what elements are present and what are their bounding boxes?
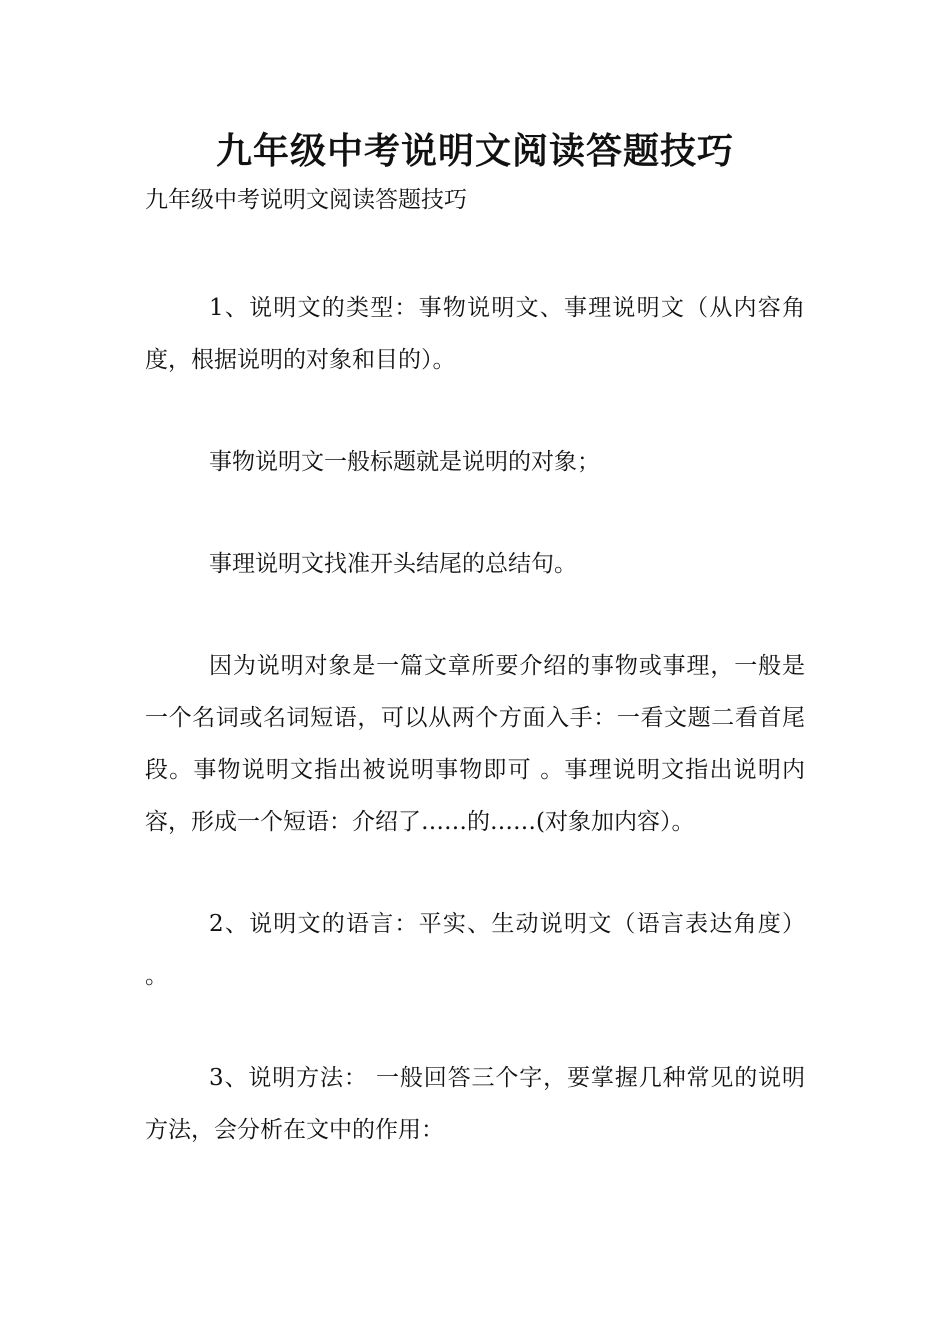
document-page bbox=[145, 128, 805, 1206]
paragraph-methods: 3、说明方法： 一般回答三个字，要掌握几种常见的说明方法，会分析在文中的作用： bbox=[145, 1065, 805, 1143]
paragraph-explanation-object: 因为说明对象是一篇文章所要介绍的事物或事理，一般是一个名词或名词短语，可以从两个方面入手：一看文题二看首尾段。事物说明文指出被说明事物即可 。事理说明文指出说明内容，形成一个短语：介绍了……的……(对象加内容）。 bbox=[145, 653, 805, 835]
paragraph-types: 1、说明文的类型：事物说明文、事理说明文（从内容角度，根据说明的对象和目的）。 bbox=[145, 295, 805, 373]
document-body bbox=[145, 282, 805, 1156]
document-subtitle: 九年级中考说明文阅读答题技巧 bbox=[145, 187, 467, 213]
document-title: 九年级中考说明文阅读答题技巧 bbox=[215, 131, 734, 172]
paragraph-object-explanation: 事物说明文一般标题就是说明的对象； bbox=[209, 449, 600, 475]
paragraph-language: 2、说明文的语言：平实、生动说明文（语言表达角度） 。 bbox=[145, 911, 805, 989]
paragraph-reason-explanation: 事理说明文找准开头结尾的总结句。 bbox=[209, 551, 577, 577]
